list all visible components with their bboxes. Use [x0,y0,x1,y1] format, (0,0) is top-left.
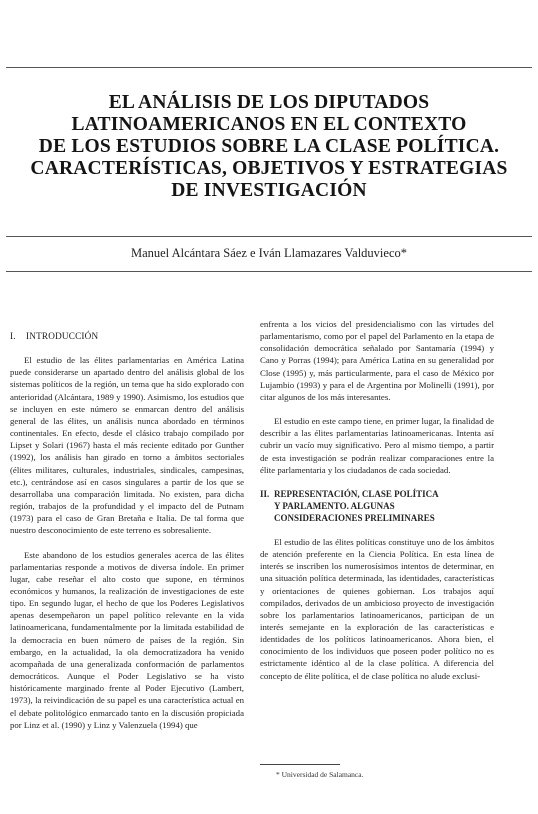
right-column [260,318,494,682]
footnote: * Universidad de Salamanca. [276,770,364,779]
section-title: INTRODUCCIÓN [26,331,99,341]
section-title-line: REPRESENTACIÓN, CLASE POLÍTICA [274,488,439,499]
title-line: DE LOS ESTUDIOS SOBRE LA CLASE POLÍTICA. [38,136,500,157]
section-heading [10,330,244,342]
title-line: LATINOAMERICANOS EN EL CONTEXTO [71,114,467,135]
author-line: Manuel Alcántara Sáez e Iván Llamazares Valduvieco* [130,246,408,260]
article-title [10,92,528,202]
title-line: DE INVESTIGACIÓN [171,180,367,201]
paragraph: El estudio de las élites parlamentarias en América Latina puede considerarse un apartado dentro del análisis global de los sistemas políticos de la región, un tema que ha sido explorado con anterioridad (Alcántara, 1989 y 1990). Asimismo, los estudios que se incluyen en este número se enmarcan dentro del análisis general de las élites, un análisis nunca abordado en términos continentales. En efecto, desde el clásico trabajo compilado por Lipset y Solari (1967) hasta el más reciente editado por Gunther (1992), los análisis han girado en torno a ámbitos sectoriales (élites militares, culturales, industriales, sindicales, campesinas, etc.), centrándose así en casos singulares a partir de los que se desarrollaba una comparación limitada. No existen, para dicha región, trabajos de la profundidad y el impacto del de Putnam (1973) para el caso de Gran Bretaña e Italia. De tal forma que nuestro desconocimiento de este terreno es sobresaliente. [10,355,244,536]
title-rule [6,236,532,237]
section-title-line: CONSIDERACIONES PRELIMINARES [274,512,435,523]
title-line: EL ANÁLISIS DE LOS DIPUTADOS [108,92,430,113]
paragraph: El estudio en este campo tiene, en primer lugar, la finalidad de describir a las élites parlamentarias latinoamericanas. Intenta así cubrir un vacío muy significativo. Pero al mismo tiempo, a partir de esta investigación se podrán realizar comparaciones entre la élite parlamentaria y los ciudadanos de cada sociedad. [260,416,494,475]
author-rule [6,271,532,272]
section-title-line: Y PARLAMENTO. ALGUNAS [274,500,395,511]
left-column [10,330,244,731]
paragraph: Este abandono de los estudios generales acerca de las élites parlamentarias responde a motivos de diversa índole. En primer lugar, cabe reseñar el alto costo que supone, en términos económicos y humanos, la realización de investigaciones de este tipo. En segundo lugar, el hecho de que los Poderes Legislativos apenas desempeñaron un papel político relevante en la vida latinoamericana, fundamentalmente por la limitada estabilidad de la democracia en buen número de países de la región. Sin embargo, en la actualidad, la ola democratizadora ha venido acompañada de una generalizada conformación de parlamentos democráticos. Aunque el Poder Legislativo se ha visto históricamente marginado frente al Poder Ejecutivo (Lambert, 1973), la reivindicación de su papel es una característica actual en el debate politológico enmarcado tanto en la discusión propiciada por Linz et al. (1990) y Linz y Valenzuela (1994) que [10,549,244,730]
section-heading [260,488,494,524]
section-number: II. [260,488,270,499]
title-line: CARACTERÍSTICAS, OBJETIVOS Y ESTRATEGIAS [30,158,508,179]
footnote-rule [260,764,340,765]
paragraph: El estudio de las élites políticas constituye uno de los ámbitos de atención preferente en la Ciencia Política. En esta línea de interés se inscriben los numerosísimos intentos de determinar, en una situación política determinada, las identidades, características y orientaciones de quienes gobiernan. Los trabajos aquí compilados, derivados de un ambicioso proyecto de investigación sobre los parlamentarios latinoamericanos, participan de un interés semejante en la exploración de las características e identidades de los políticos latinoamericanos. Ahora bien, el conocimiento de los individuos que poseen poder político no es estrictamente idéntico al de la clase política. A diferencia del concepto de élite política, el de clase política no alude exclusi- [260,536,494,681]
top-rule [6,67,532,68]
section-number: I. [10,331,16,341]
paragraph: enfrenta a los vicios del presidencialismo con las virtudes del parlamentarismo, como por el papel del Parlamento en la etapa de consolidación democrática señalado por Santamaría (1994) y Cano y Porras (1994); para América Latina en su generalidad por Close (1995) y, más particularmente, para el caso de México por Lujambio (1993) y para el de Argentina por Molinelli (1991), por citar algunos de los más interesantes. [260,319,494,402]
